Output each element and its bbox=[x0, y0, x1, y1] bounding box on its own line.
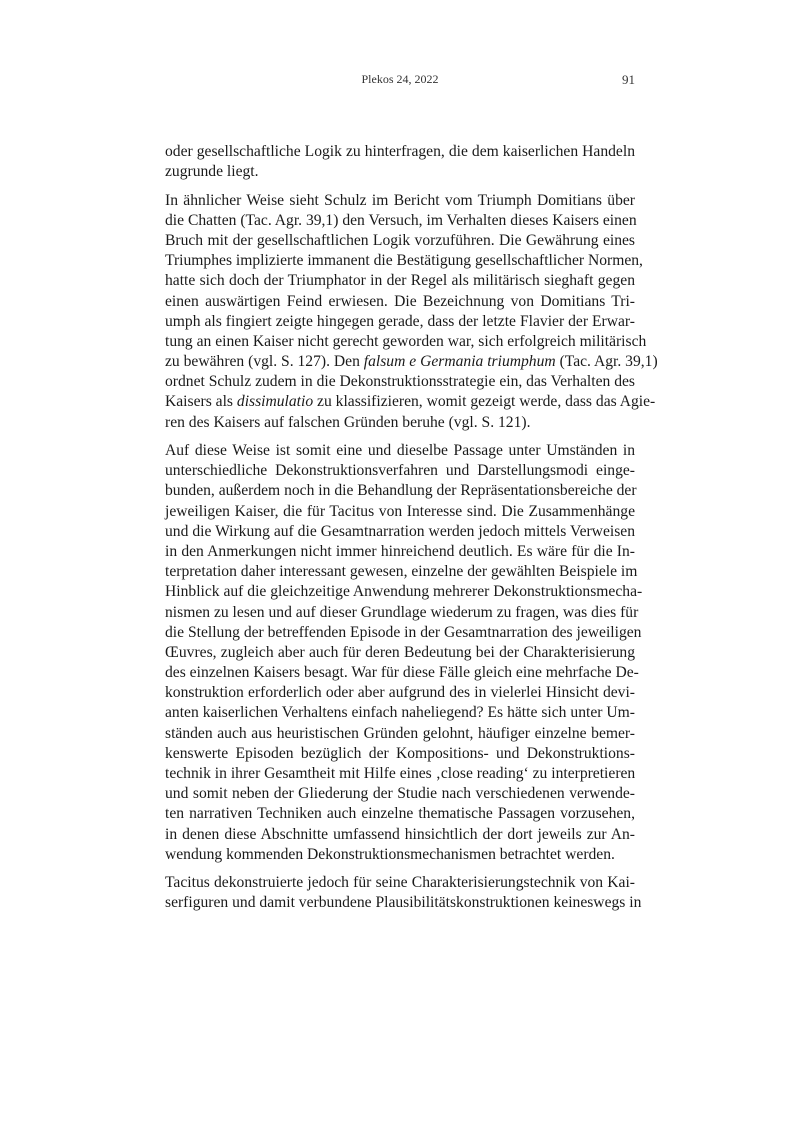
text-line: ten narrativen Techniken auch einzelne thematische Passagen vorzusehen, bbox=[165, 805, 635, 823]
text-line: Bruch mit der gesellschaftlichen Logik vorzuführen. Die Gewährung eines bbox=[165, 231, 635, 249]
journal-citation: Plekos 24, 2022 bbox=[361, 72, 439, 86]
text-line: Triumphes implizierte immanent die Bestätigung gesellschaftlicher Normen, bbox=[165, 252, 643, 270]
text-line: anten kaiserlichen Verhaltens einfach naheliegend? Es hätte sich unter Um- bbox=[165, 704, 635, 722]
text-line: in denen diese Abschnitte umfassend hinsichtlich der dort jeweils zur An- bbox=[165, 825, 635, 843]
text-line: ren des Kaisers auf falschen Gründen beruhe (vgl. S. 121). bbox=[165, 413, 531, 431]
text-line: in den Anmerkungen nicht immer hinreichend deutlich. Es wäre für die In- bbox=[165, 542, 635, 560]
text-line: technik in ihrer Gesamtheit mit Hilfe eines ‚close reading‘ zu interpretieren bbox=[165, 765, 636, 782]
text-line: bunden, außerdem noch in die Behandlung der Repräsentationsbereiche der bbox=[165, 482, 637, 500]
text-line: kenswerte Episoden bezüglich der Kompositions- und Dekonstruktions- bbox=[165, 744, 635, 762]
text-line: Hinblick auf die gleichzeitige Anwendung mehrerer Dekonstruktionsmecha- bbox=[165, 583, 643, 601]
text-line: ordnet Schulz zudem in die Dekonstruktionsstrategie ein, das Verhalten des bbox=[165, 373, 636, 391]
text-line: und somit neben der Gliederung der Studie nach verschiedenen verwende- bbox=[165, 785, 635, 803]
paragraph bbox=[165, 142, 635, 182]
text-line: konstruktion erforderlich oder aber aufgrund des in vielerlei Hinsicht devi- bbox=[165, 684, 635, 702]
body-text bbox=[165, 142, 658, 922]
page-number: 91 bbox=[622, 72, 635, 87]
text-line: zugrunde liegt. bbox=[165, 163, 259, 181]
paragraph bbox=[165, 441, 643, 865]
text-line: des einzelnen Kaisers besagt. War für diese Fälle gleich eine mehrfache De- bbox=[165, 664, 639, 682]
text-line: Tacitus dekonstruierte jedoch für seine Charakterisierungstechnik von Kai- bbox=[165, 874, 635, 892]
text-line: nismen zu lesen und auf dieser Grundlage wiederum zu fragen, was dies für bbox=[165, 603, 639, 621]
text-line: die Chatten (Tac. Agr. 39,1) den Versuch, im Verhalten dieses Kaisers einen bbox=[165, 211, 637, 229]
text-line: die Stellung der betreffenden Episode in der Gesamtnarration des jeweiligen bbox=[165, 623, 642, 641]
text-line: terpretation daher interessant gewesen, einzelne der gewählten Beispiele im bbox=[165, 563, 638, 581]
text-line: jeweiligen Kaiser, die für Tacitus von Interesse sind. Die Zusammenhänge bbox=[165, 502, 635, 520]
text-line: ständen auch aus heuristischen Gründen gelohnt, häufiger einzelne bemer- bbox=[165, 724, 635, 742]
text-line: zu bewähren (vgl. S. 127). Den falsum e Germania triumphum (Tac. Agr. 39,1) bbox=[165, 353, 658, 371]
running-head bbox=[165, 72, 635, 88]
paragraph bbox=[165, 191, 658, 433]
text-line: Œuvres, zugleich aber auch für deren Bedeutung bei der Charakterisierung bbox=[165, 643, 635, 661]
text-line: wendung kommenden Dekonstruktionsmechanismen betrachtet werden. bbox=[165, 845, 615, 863]
text-line: Kaisers als dissimulatio zu klassifizieren, womit gezeigt werde, dass das Agie- bbox=[165, 393, 656, 411]
text-line: einen auswärtigen Feind erwiesen. Die Bezeichnung von Domitians Tri- bbox=[165, 292, 635, 310]
italic-term: falsum e Germania triumphum bbox=[363, 353, 556, 371]
text-line: In ähnlicher Weise sieht Schulz im Bericht vom Triumph Domitians über bbox=[165, 191, 635, 209]
text-line: hatte sich doch der Triumphator in der Regel als militärisch sieghaft gegen bbox=[165, 272, 635, 290]
text-line: und die Wirkung auf die Gesamtnarration werden jedoch mittels Verweisen bbox=[165, 522, 635, 540]
italic-term: dissimulatio bbox=[236, 393, 314, 411]
text-line: Auf diese Weise ist somit eine und dieselbe Passage unter Umständen in bbox=[165, 442, 635, 459]
text-line: unterschiedliche Dekonstruktionsverfahren und Darstellungsmodi einge- bbox=[165, 462, 635, 480]
text-line: oder gesellschaftliche Logik zu hinterfragen, die dem kaiserlichen Handeln bbox=[165, 143, 635, 160]
text-line: serfiguren und damit verbundene Plausibilitätskonstruktionen keineswegs in bbox=[165, 894, 642, 912]
text-line: umph als fingiert zeigte hingegen gerade, dass der letzte Flavier der Erwar- bbox=[165, 312, 635, 330]
paragraph bbox=[165, 873, 642, 913]
text-line: tung an einen Kaiser nicht gerecht geworden war, sich erfolgreich militärisch bbox=[165, 332, 647, 350]
